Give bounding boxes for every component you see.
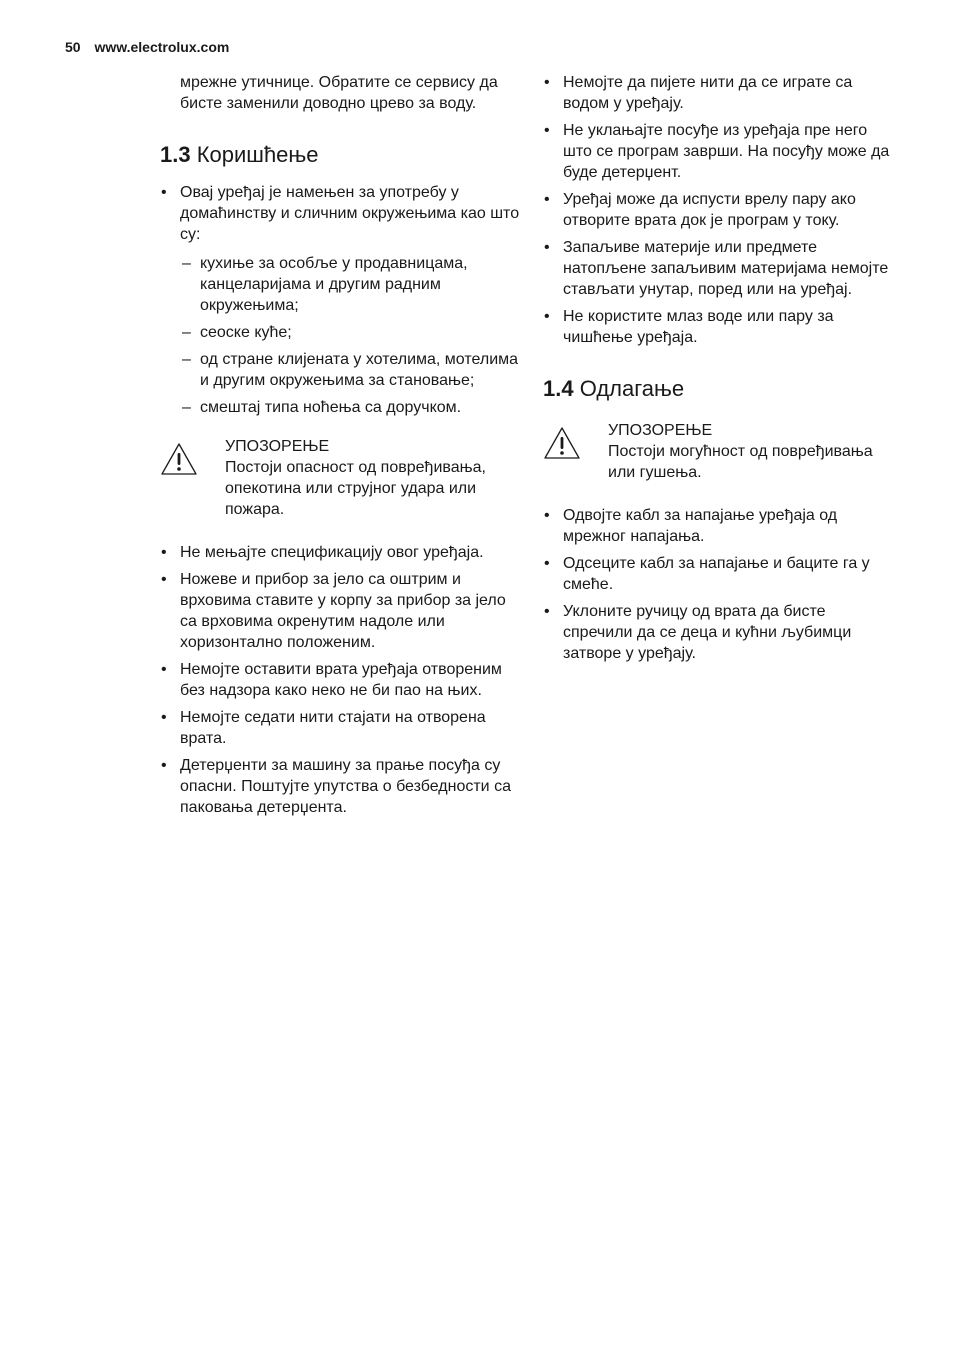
list-item: – кухиње за особље у продавницама, канцеларијама и другим радним окружењима; bbox=[200, 253, 520, 316]
warning-text: Постоји опасност од повређивања, опекотина или струјног удара или пожара. bbox=[225, 459, 486, 518]
list-item: – сеоске куће; bbox=[200, 322, 520, 343]
list-item: • Немојте да пијете нити да се играте са водом у уређају. bbox=[563, 72, 899, 114]
site-url[interactable]: www.electrolux.com bbox=[94, 39, 230, 55]
usage-list-continued bbox=[563, 72, 899, 348]
page-number: 50 bbox=[65, 39, 81, 55]
list-item: – смештај типа ноћења са доручком. bbox=[200, 397, 520, 418]
usage-list bbox=[180, 182, 520, 418]
warning-box bbox=[160, 436, 520, 520]
list-item: • Немојте седати нити стајати на отворена врата. bbox=[180, 707, 520, 749]
warning-triangle-icon bbox=[543, 426, 581, 460]
environment-list bbox=[180, 253, 520, 418]
list-item: • Ножеве и прибор за јело са оштрим и врховима ставите у корпу за прибор за јело са врховима окренутим надоле или хоризонтално положеним. bbox=[180, 569, 520, 653]
disposal-list bbox=[563, 505, 899, 664]
warning-box bbox=[543, 420, 899, 483]
section-heading-usage bbox=[160, 142, 520, 168]
list-item: • Одвојте кабл за напајање уређаја од мрежног напајања. bbox=[563, 505, 899, 547]
safety-list bbox=[180, 542, 520, 818]
intro-paragraph: мрежне утичнице. Обратите се сервису да бисте заменили доводно црево за воду. bbox=[180, 74, 498, 112]
section-heading-disposal bbox=[543, 376, 899, 402]
list-item-text: Овај уређај је намењен за употребу у домаћинству и сличним окружењима као што су: bbox=[180, 184, 520, 243]
list-item: • Уклоните ручицу од врата да бисте спречили да се деца и кућни љубимци затворе у уређају. bbox=[563, 601, 899, 664]
left-column bbox=[160, 72, 520, 824]
warning-triangle-icon bbox=[160, 442, 198, 476]
section-title: Коришћење bbox=[196, 142, 319, 167]
list-item: • Одсеците кабл за напајање и баците га у смеће. bbox=[563, 553, 899, 595]
list-item: • Не уклањајте посуђе из уређаја пре него што се програм заврши. На посуђу може да буде детерџент. bbox=[563, 120, 899, 183]
warning-title: УПОЗОРЕЊЕ bbox=[225, 438, 330, 455]
section-title: Одлагање bbox=[579, 376, 685, 401]
list-item bbox=[180, 182, 520, 418]
section-number: 1.3 bbox=[160, 142, 191, 167]
list-item: • Запаљиве материје или предмете натопљене запаљивим материјама немојте стављати унутар, поред или на уређај. bbox=[563, 237, 899, 300]
right-column bbox=[543, 72, 899, 670]
list-item: • Уређај може да испусти врелу пару ако отворите врата док је програм у току. bbox=[563, 189, 899, 231]
page-header bbox=[65, 39, 229, 55]
list-item: • Немојте оставити врата уређаја отвореним без надзора како неко не би пао на њих. bbox=[180, 659, 520, 701]
warning-text: Постоји могућност од повређивања или гушења. bbox=[608, 443, 873, 481]
list-item: • Не користите млаз воде или пару за чишћење уређаја. bbox=[563, 306, 899, 348]
section-number: 1.4 bbox=[543, 376, 574, 401]
list-item: – од стране клијената у хотелима, мотелима и другим окружењима за становање; bbox=[200, 349, 520, 391]
list-item: • Детерџенти за машину за прање посуђа су опасни. Поштујте упутства о безбедности са паковања детерџента. bbox=[180, 755, 520, 818]
list-item: • Не мењајте спецификацију овог уређаја. bbox=[180, 542, 520, 563]
warning-title: УПОЗОРЕЊЕ bbox=[608, 422, 713, 439]
